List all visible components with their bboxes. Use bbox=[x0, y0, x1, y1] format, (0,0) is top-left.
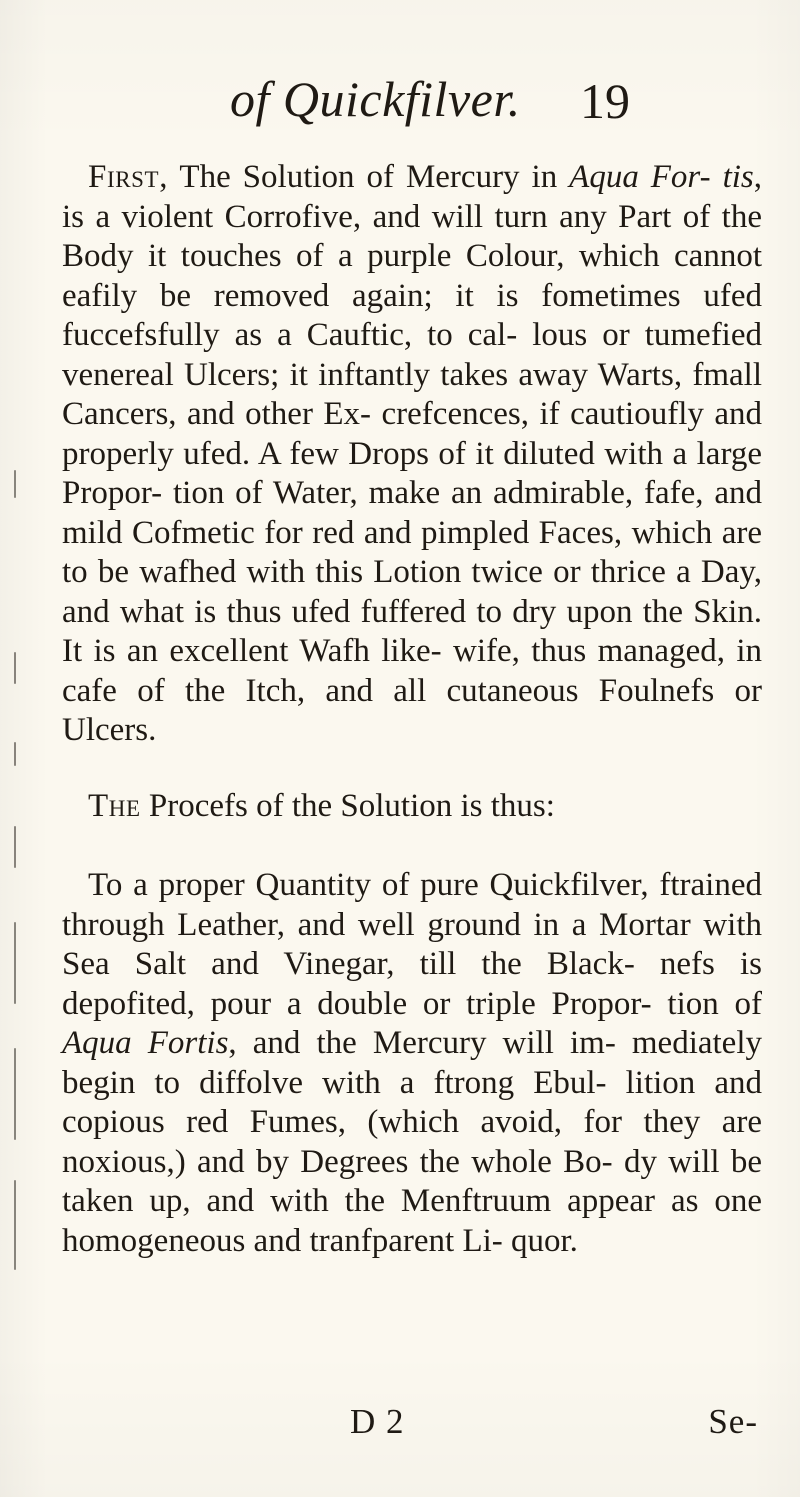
paragraph-solution bbox=[62, 158, 762, 751]
paragraph-lead: First, bbox=[88, 159, 169, 195]
running-head: of Quickfilver. bbox=[230, 71, 521, 127]
page-edge-marks bbox=[14, 470, 26, 1460]
body-text bbox=[62, 158, 762, 1261]
signature-mark: D 2 bbox=[350, 1402, 405, 1441]
paragraph-lead: The bbox=[88, 787, 141, 824]
catchword: Se- bbox=[708, 1402, 758, 1441]
page-footer bbox=[0, 1402, 800, 1452]
paragraph-text: The Solution of Mercury in bbox=[168, 159, 570, 195]
paragraph-text: , and the Mercury will im- mediately begin to diffolve with a ftrong Ebul- lition and copious red Fumes, (which avoid, for they are noxious,) and by Degrees the whole Bo- dy will be taken up, and with the Menftruum appear as one homogeneous and tranfparent Li- quor. bbox=[62, 1025, 762, 1259]
page-number: 19 bbox=[580, 73, 630, 129]
paragraph-process bbox=[62, 866, 762, 1261]
paragraph-text: , is a violent Corrofive, and will turn any Part of the Body it touches of a purple Colour, which cannot eafily be removed again; it is fometimes ufed fuccefsfully as a Cauftic, to cal- lous or tumefied venereal Ulcers; it inftantly takes away Warts, fmall Cancers, and other Ex- crefcences, if cautioufly and properly ufed. A few Drops of it diluted with a large Propor- tion of Water, make an admirable, fafe, and mild Cofmetic for red and pimpled Faces, which are to be wafhed with this Lotion twice or thrice a Day, and what is thus ufed fuffered to dry upon the Skin. It is an excellent Wafh like- wife, thus managed, in cafe of the Itch, and all cutaneous Foulnefs or Ulcers. bbox=[62, 159, 762, 748]
page-header bbox=[230, 70, 630, 140]
paragraph-term: Aqua For- tis bbox=[569, 159, 754, 195]
paragraph-text: To a proper Quantity of pure Quickfilver, ftrained through Leather, and well ground in a Mortar with Sea Salt and Vinegar, till the Black- nefs is depofited, pour a double or triple Propor- tion of bbox=[62, 867, 762, 1022]
paragraph-process-heading bbox=[62, 787, 762, 827]
paragraph-text: Procefs of the Solution is thus: bbox=[140, 787, 555, 824]
paragraph-term: Aqua Fortis bbox=[62, 1025, 229, 1061]
